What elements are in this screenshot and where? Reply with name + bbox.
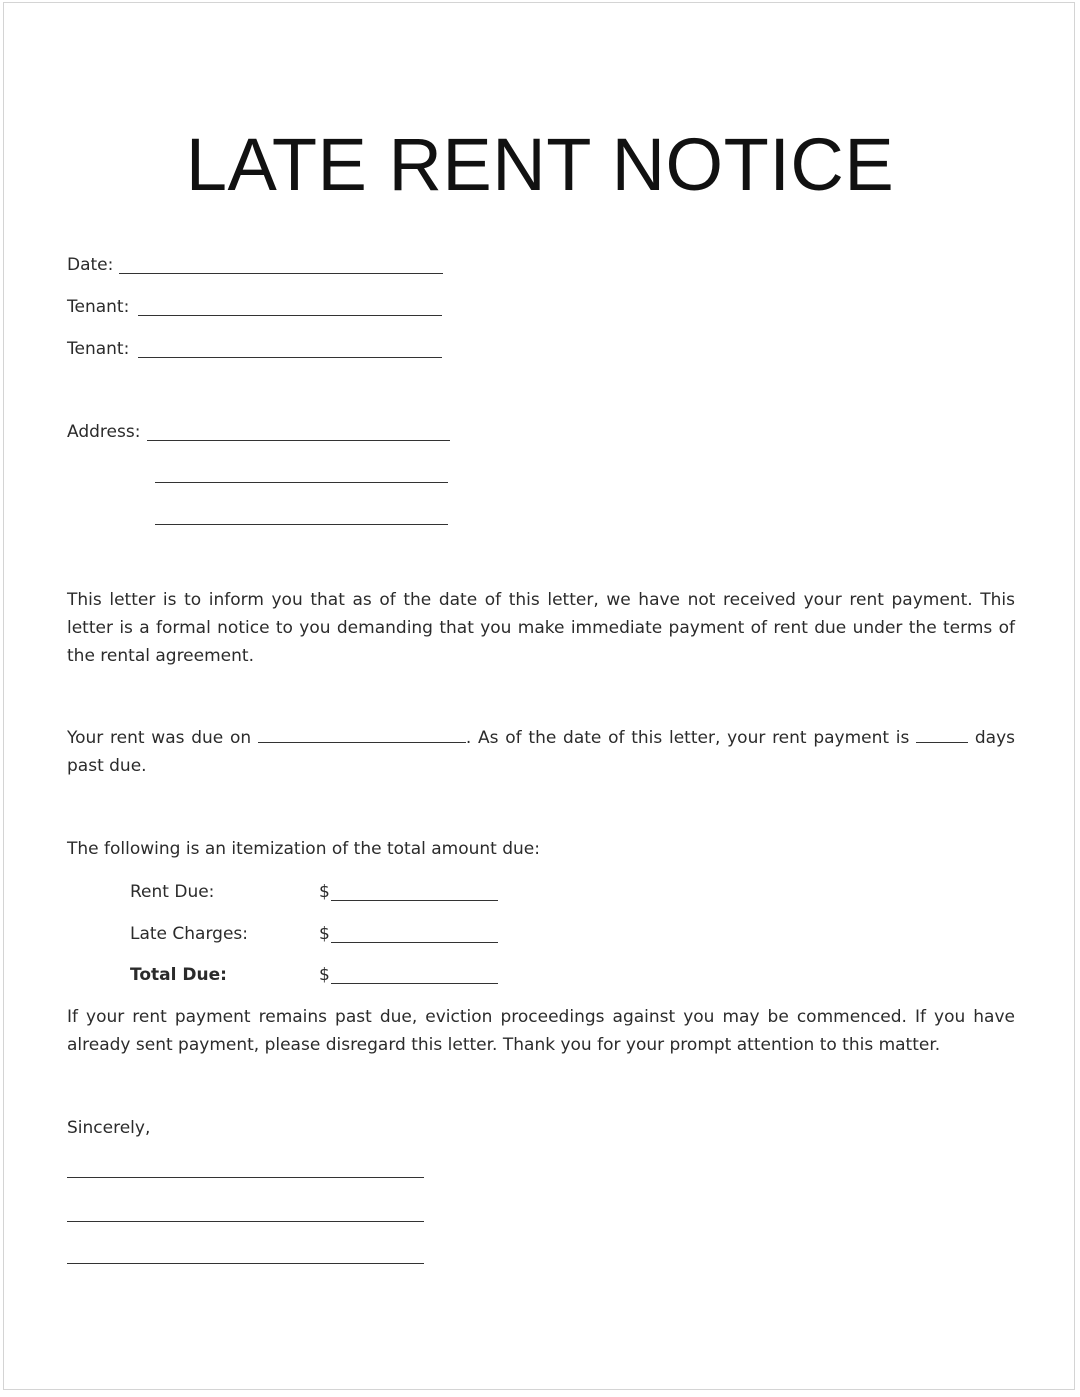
rent-due-currency: $ xyxy=(319,882,330,902)
due-text-3: days past due. xyxy=(67,728,1016,776)
tenant-2-blank[interactable] xyxy=(138,357,442,358)
rent-due-label: Rent Due: xyxy=(130,882,215,902)
address-line-1-blank[interactable] xyxy=(147,440,450,441)
due-date-blank[interactable] xyxy=(258,726,466,743)
late-charges-currency: $ xyxy=(319,924,330,944)
tenant-1-blank[interactable] xyxy=(138,315,442,316)
tenant-2-label: Tenant: xyxy=(67,339,130,359)
total-due-blank[interactable] xyxy=(331,983,498,984)
due-paragraph xyxy=(67,724,1015,780)
signoff: Sincerely, xyxy=(67,1118,151,1138)
total-due-currency: $ xyxy=(319,965,330,985)
date-blank[interactable] xyxy=(119,273,443,274)
late-charges-label: Late Charges: xyxy=(130,924,249,944)
document-title: LATE RENT NOTICE xyxy=(185,123,895,206)
closing-paragraph: If your rent payment remains past due, eviction proceedings against you may be commenced. If you have already sent payment, please disregard this letter. Thank you for your prompt attention to this matter. xyxy=(67,1007,1015,1055)
due-text-2: . As of the date of this letter, your rent payment is xyxy=(465,728,910,748)
signature-line-1[interactable] xyxy=(67,1177,424,1178)
itemization-intro: The following is an itemization of the total amount due: xyxy=(67,839,540,859)
tenant-1-label: Tenant: xyxy=(67,297,130,317)
address-label: Address: xyxy=(67,422,141,442)
intro-paragraph: This letter is to inform you that as of the date of this letter, we have not received your rent payment. This letter is a formal notice to you demanding that you make immediate payment of rent due under the terms of the rental agreement. xyxy=(67,590,1015,666)
address-line-2-blank[interactable] xyxy=(155,482,448,483)
signature-line-3[interactable] xyxy=(67,1263,424,1264)
date-label: Date: xyxy=(67,255,114,275)
address-line-3-blank[interactable] xyxy=(155,524,448,525)
due-text-1: Your rent was due on xyxy=(67,728,252,748)
rent-due-blank[interactable] xyxy=(331,900,498,901)
total-due-label: Total Due: xyxy=(130,965,227,985)
signature-line-2[interactable] xyxy=(67,1221,424,1222)
late-charges-blank[interactable] xyxy=(331,942,498,943)
days-past-due-blank[interactable] xyxy=(916,726,968,743)
